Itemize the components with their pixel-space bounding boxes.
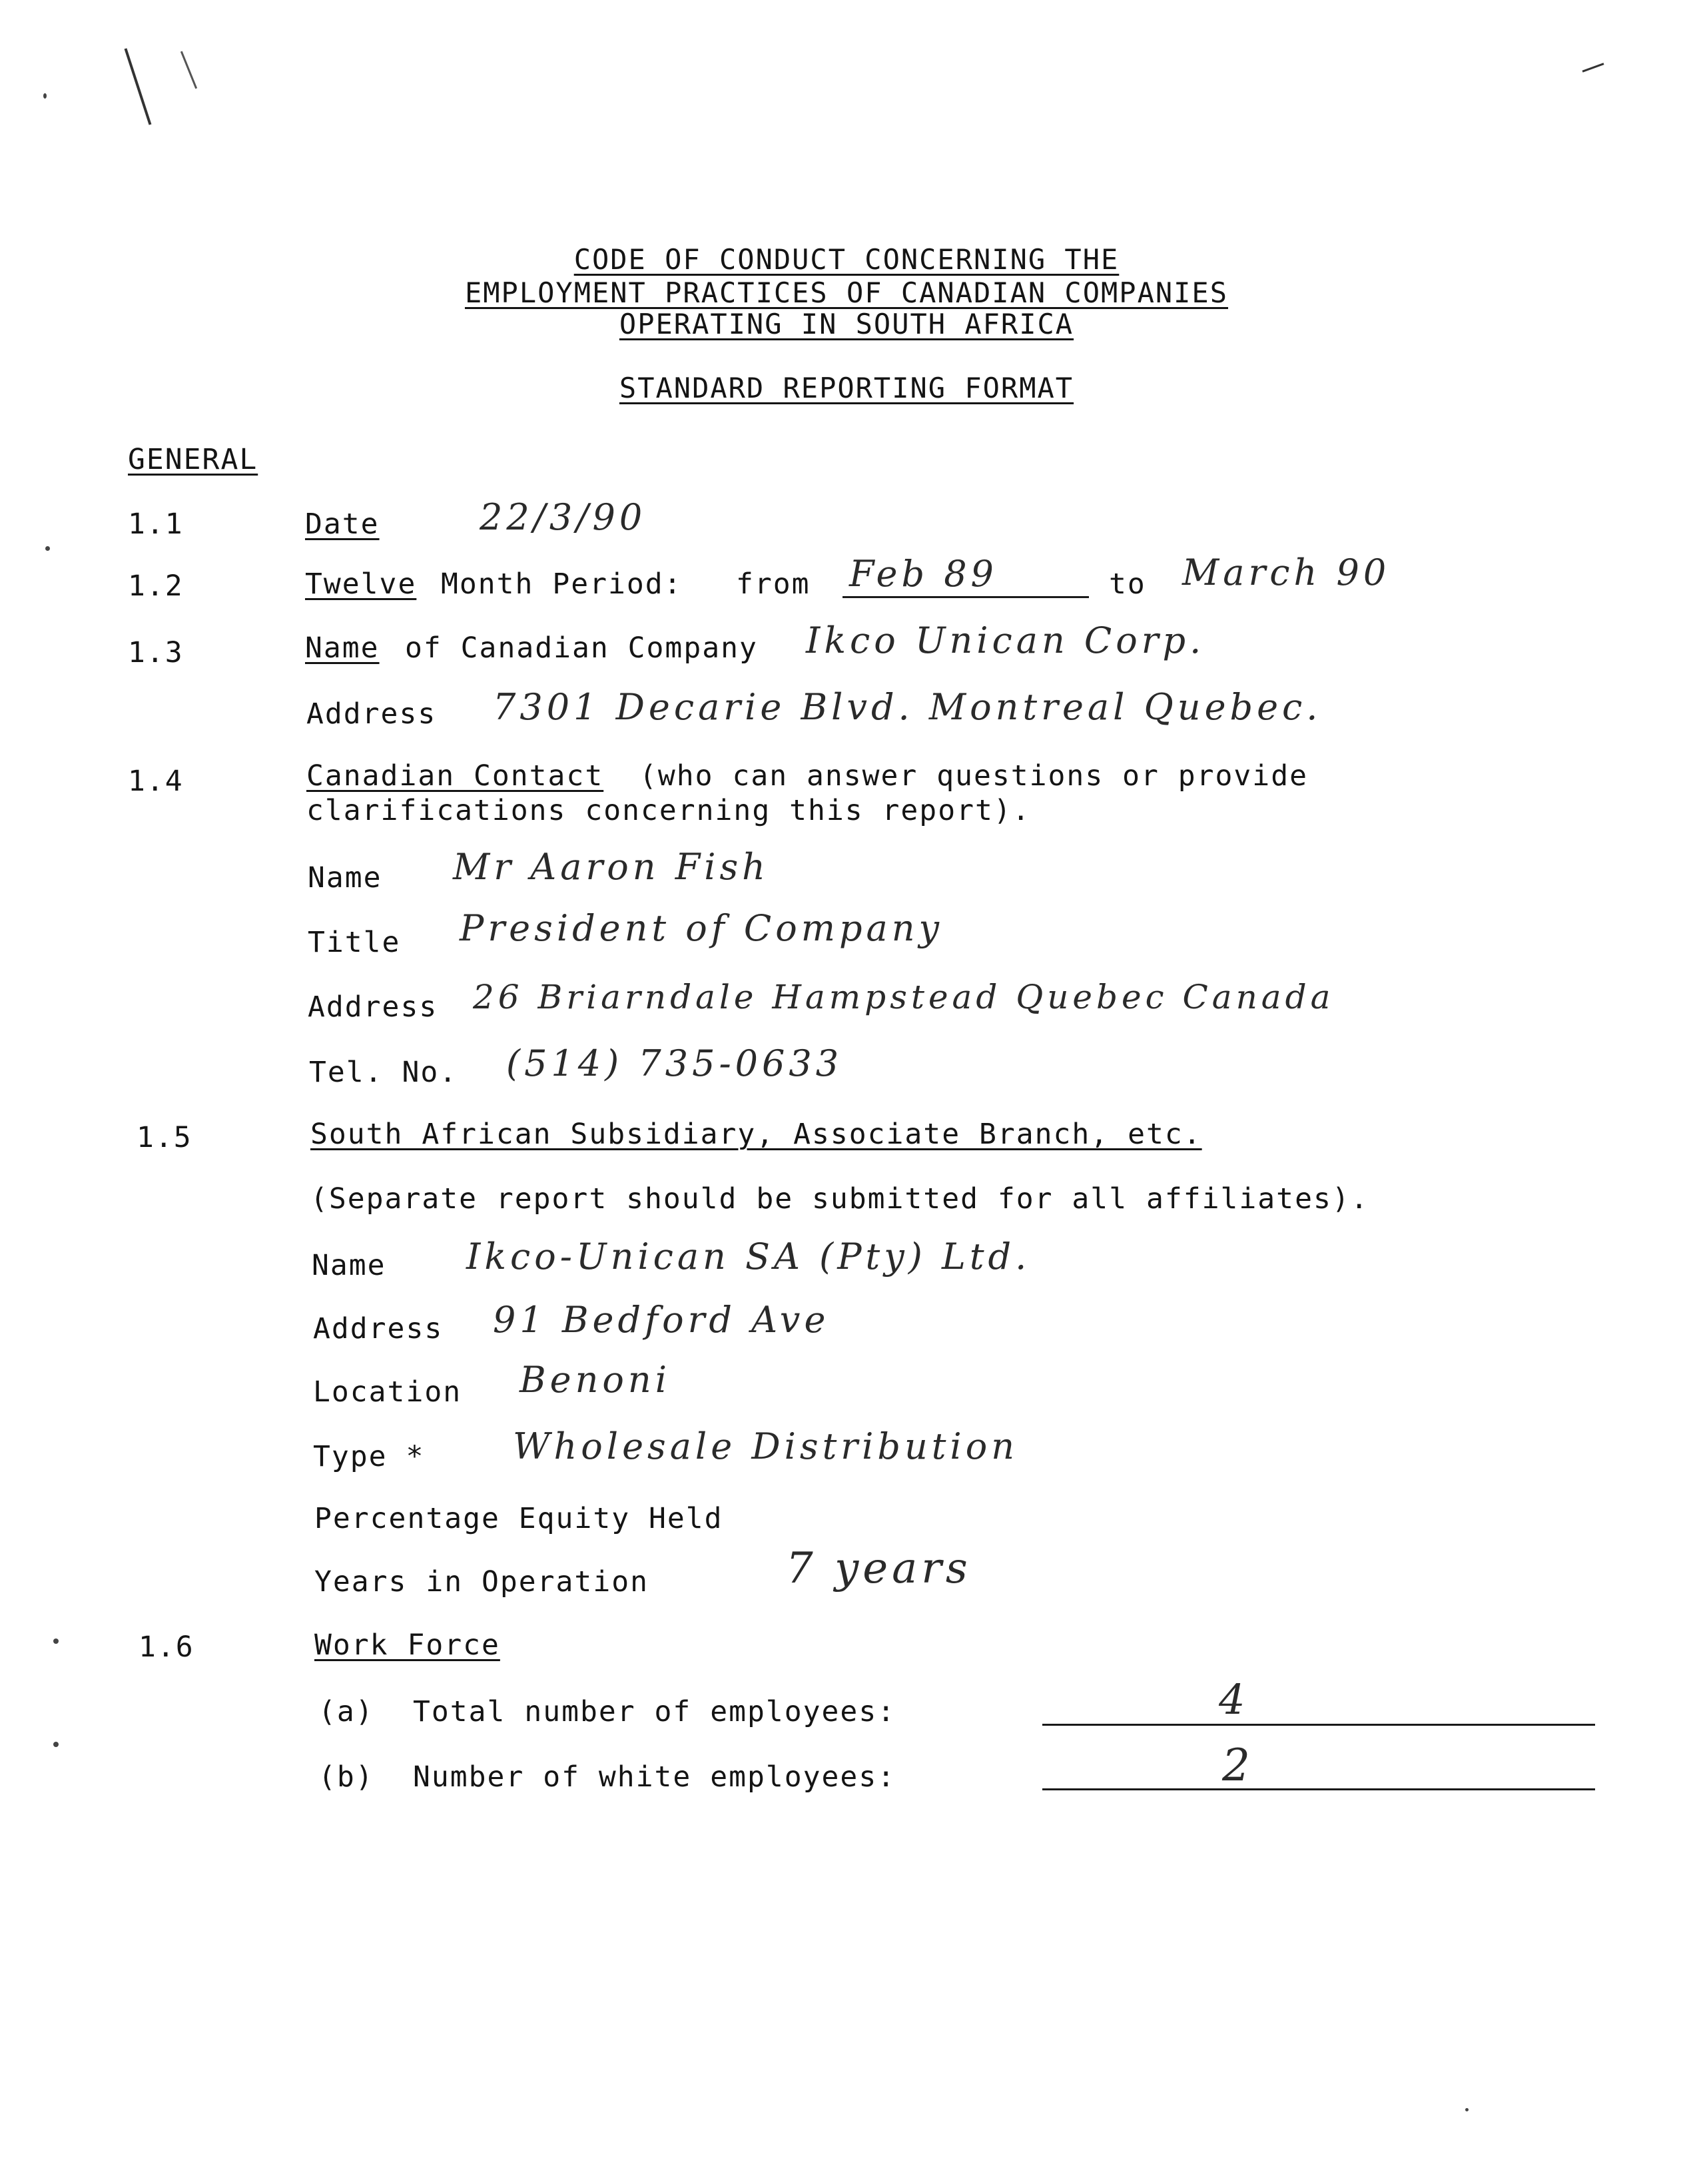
period-from-line [843, 596, 1089, 598]
contact-note-2: clarifications concerning this report). [306, 794, 1031, 827]
company-value: Ikco Unican Corp. [806, 619, 1205, 661]
date-value: 22/3/90 [480, 496, 647, 538]
period-label: Month Period: [441, 567, 683, 601]
workforce-a-label: (a) [318, 1695, 374, 1728]
type-label: Type * [313, 1440, 425, 1473]
header-line-1: CODE OF CONDUCT CONCERNING THE [573, 243, 1120, 276]
contact-label: Canadian Contact [306, 759, 604, 793]
subsidiary-label: South African Subsidiary, Associate Branch, etc. [310, 1118, 1202, 1151]
type-value: Wholesale Distribution [513, 1425, 1018, 1467]
item-number: 1.2 [128, 569, 184, 603]
workforce-a-text: Total number of employees: [413, 1695, 896, 1728]
years-label: Years in Operation [314, 1565, 649, 1599]
location-value: Benoni [519, 1359, 671, 1401]
contact-name-label: Name [308, 861, 382, 895]
header-line-3: OPERATING IN SOUTH AFRICA [619, 308, 1074, 340]
margin-mark [180, 51, 197, 89]
workforce-label: Work Force [314, 1629, 500, 1662]
location-label: Location [313, 1375, 462, 1409]
tel-label: Tel. No. [309, 1056, 458, 1089]
address-label: Address [306, 697, 437, 731]
workforce-a-value: 4 [1219, 1675, 1249, 1724]
workforce-b-label: (b) [318, 1760, 374, 1794]
header-subtitle: STANDARD REPORTING FORMAT [619, 372, 1074, 404]
sub-address-label: Address [313, 1312, 444, 1345]
sub-name-label: Name [312, 1249, 386, 1282]
period-to-value: March 90 [1182, 551, 1391, 593]
sub-name-value: Ikco-Unican SA (Pty) Ltd. [466, 1236, 1031, 1277]
scan-speck [53, 1742, 59, 1747]
address-value: 7301 Decarie Blvd. Montreal Quebec. [493, 686, 1322, 728]
years-value: 7 years [786, 1544, 972, 1593]
contact-name-value: Mr Aaron Fish [453, 846, 769, 888]
sub-address-value: 91 Bedford Ave [493, 1299, 830, 1341]
workforce-b-value: 2 [1222, 1740, 1254, 1791]
scan-speck [1465, 2108, 1469, 2111]
period-label-underlined: Twelve [305, 567, 417, 601]
date-label: Date [305, 508, 380, 541]
section-general: GENERAL [128, 443, 258, 476]
contact-note-1: (who can answer questions or provide [639, 759, 1308, 793]
contact-title-label: Title [308, 926, 401, 959]
item-number: 1.4 [128, 765, 184, 798]
header-line-2: EMPLOYMENT PRACTICES OF CANADIAN COMPANIES [464, 276, 1229, 309]
workforce-a-line [1042, 1724, 1595, 1726]
workforce-b-line [1042, 1788, 1595, 1790]
subsidiary-note: (Separate report should be submitted for all affiliates). [310, 1182, 1369, 1216]
scan-speck [53, 1638, 59, 1644]
item-number: 1.5 [137, 1121, 192, 1154]
margin-mark [1582, 63, 1604, 72]
contact-address-label: Address [308, 990, 438, 1024]
scan-speck [43, 93, 47, 99]
item-number: 1.1 [128, 508, 184, 541]
company-label-underlined: Name [305, 631, 380, 665]
contact-address-value: 26 Briarndale Hampstead Quebec Canada [473, 978, 1335, 1016]
item-number: 1.6 [139, 1631, 194, 1664]
contact-title-value: President of Company [460, 907, 943, 949]
scan-speck [45, 546, 50, 551]
item-number: 1.3 [128, 636, 184, 669]
company-label: of Canadian Company [405, 631, 758, 665]
period-from-value: Feb 89 [849, 553, 998, 595]
margin-mark [125, 48, 152, 125]
period-to-label: to [1109, 567, 1146, 601]
period-from-label: from [736, 567, 811, 601]
tel-value: (514) 735-0633 [506, 1042, 843, 1084]
equity-label: Percentage Equity Held [314, 1502, 723, 1535]
workforce-b-text: Number of white employees: [413, 1760, 896, 1794]
